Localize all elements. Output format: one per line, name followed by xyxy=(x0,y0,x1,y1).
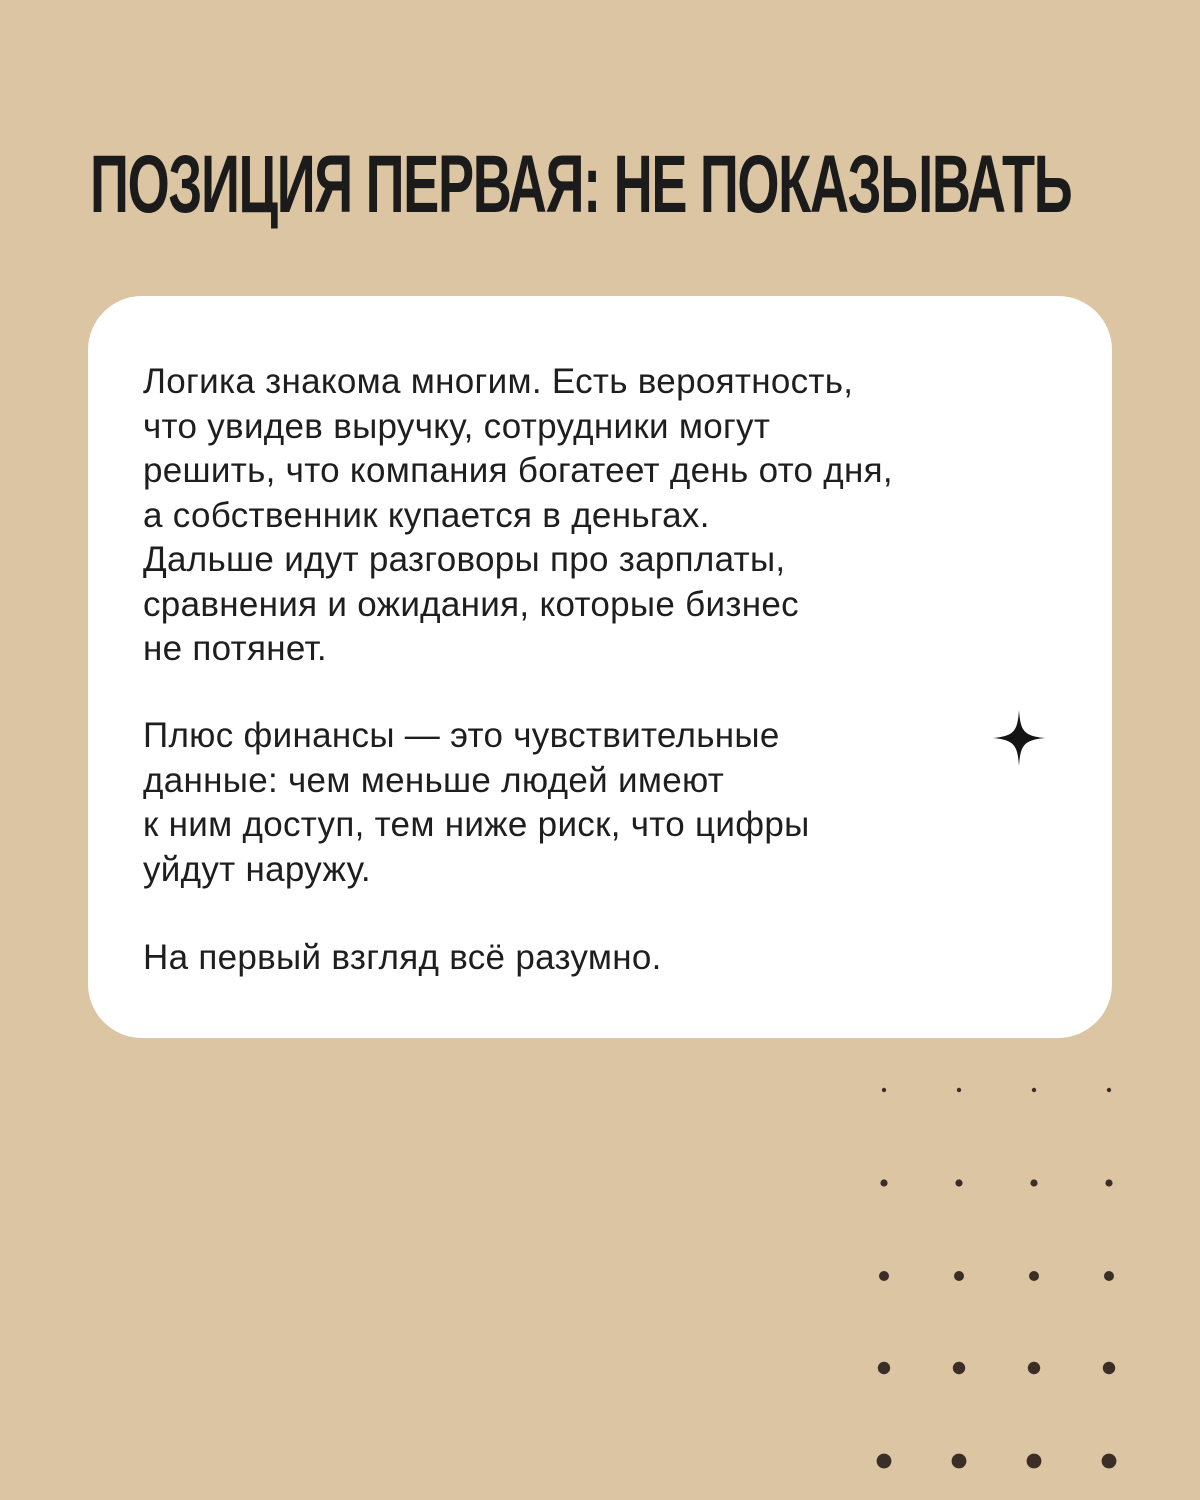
grid-dot xyxy=(880,1179,887,1186)
grid-dot xyxy=(878,1362,890,1374)
grid-dot xyxy=(952,1454,967,1469)
page-title: ПОЗИЦИЯ ПЕРВАЯ: НЕ ПОКАЗЫВАТЬ xyxy=(90,139,1072,230)
grid-dot xyxy=(953,1362,965,1374)
grid-dot xyxy=(1104,1271,1114,1281)
grid-dot xyxy=(1027,1454,1042,1469)
grid-dot xyxy=(882,1088,886,1092)
grid-dot xyxy=(1103,1362,1115,1374)
grid-dot xyxy=(1107,1088,1111,1092)
grid-dot xyxy=(1029,1271,1039,1281)
grid-dot xyxy=(1105,1179,1112,1186)
grid-dot xyxy=(1030,1179,1037,1186)
paragraph-conclusion: На первый взгляд всё разумно. xyxy=(143,938,662,977)
grid-dot xyxy=(1028,1362,1040,1374)
grid-dot xyxy=(954,1271,964,1281)
four-point-star-icon xyxy=(993,710,1045,766)
grid-dot xyxy=(957,1088,961,1092)
paragraph-sensitive-data: Плюс финансы — это чувствительные данные: чем меньше людей имеют к ним доступ, тем ниже риск, что цифры уйдут наружу. xyxy=(143,716,810,889)
grid-dot xyxy=(1102,1454,1117,1469)
grid-dot xyxy=(877,1454,892,1469)
grid-dot xyxy=(879,1271,889,1281)
grid-dot xyxy=(955,1179,962,1186)
paragraph-logic: Логика знакома многим. Есть вероятность, что увидев выручку, сотрудники могут решить, что компания богатеет день ото дня, а собственник купается в деньгах. Дальше идут разговоры про зарплаты, сравнения и ожидания, которые бизнес не потянет. xyxy=(143,362,893,668)
text-card xyxy=(88,296,1112,1038)
grid-dot xyxy=(1032,1088,1036,1092)
